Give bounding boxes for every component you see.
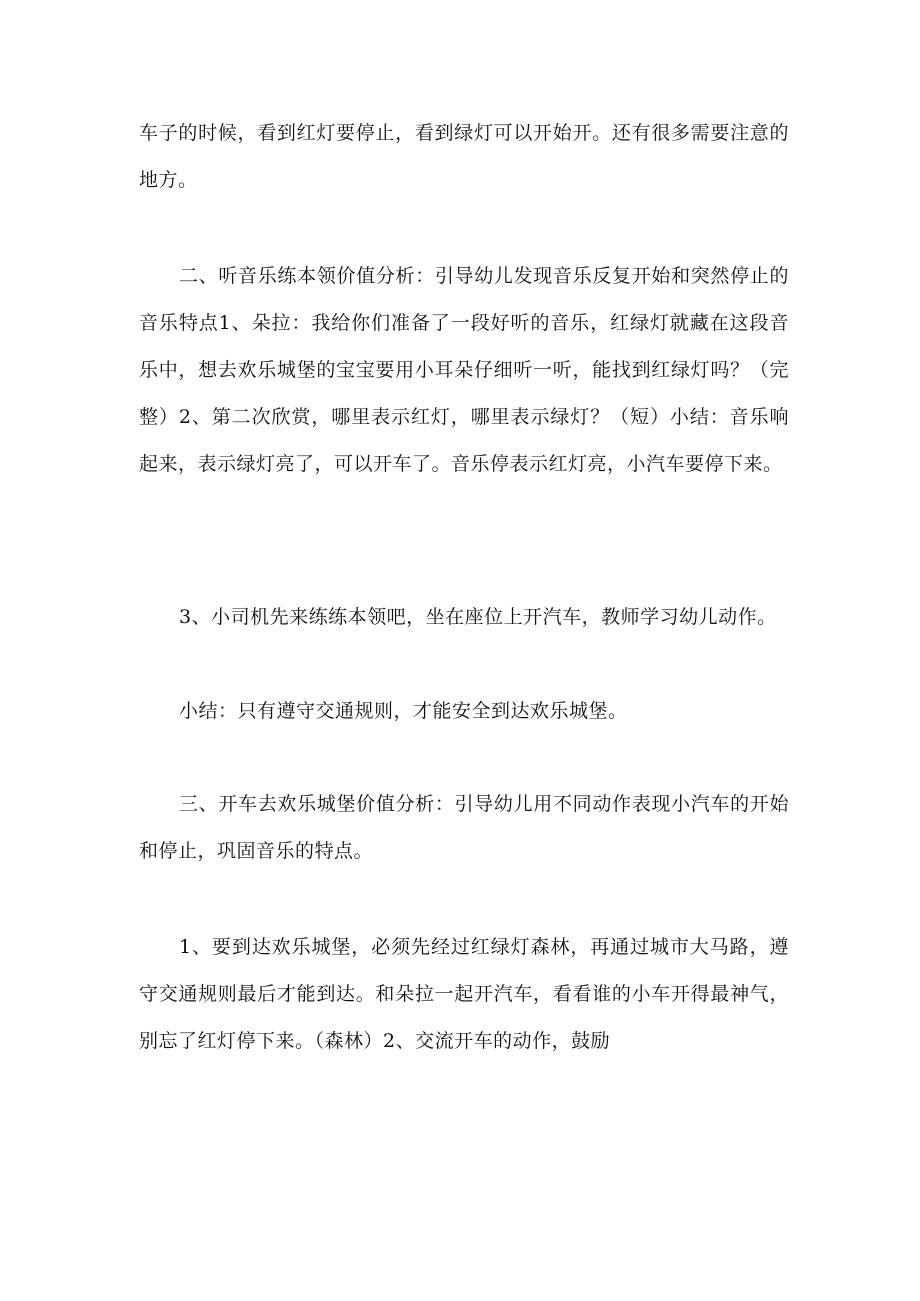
paragraph-text: 二、听音乐练本领价值分析：引导幼儿发现音乐反复开始和突然停止的音乐特点1、朵拉：我给你们准备了一段好听的音乐，红绿灯就藏在这段音乐中，想去欢乐城堡的宝宝要用小耳朵仔细听一听，能找到红绿灯吗？（完整）2、第二次欣赏，哪里表示红灯，哪里表示绿灯？（短）小结：音乐响起来，表示绿灯亮了，可以开车了。音乐停表示红灯亮，小汽车要停下来。: [139, 265, 789, 475]
paragraph-continuation: [139, 110, 789, 204]
paragraph-text: 三、开车去欢乐城堡价值分析：引导幼儿用不同动作表现小汽车的开始和停止，巩固音乐的特点。: [139, 793, 789, 862]
paragraph-text: 1、要到达欢乐城堡，必须先经过红绿灯森林，再通过城市大马路，遵守交通规则最后才能到达。和朵拉一起开汽车，看看谁的小车开得最神气，别忘了红灯停下来。（森林）2、交流开车的动作，鼓励: [139, 936, 789, 1052]
paragraph-summary: [139, 688, 789, 735]
paragraph-text: 小结：只有遵守交通规则，才能安全到达欢乐城堡。: [179, 700, 628, 722]
paragraph-step-one: [139, 924, 789, 1065]
paragraph-practice: [139, 594, 789, 641]
paragraph-text: 3、小司机先来练练本领吧，坐在座位上开汽车，教师学习幼儿动作。: [179, 606, 777, 628]
paragraph-section-two: [139, 253, 789, 488]
paragraph-section-three: [139, 781, 789, 875]
paragraph-text: 车子的时候，看到红灯要停止，看到绿灯可以开始开。还有很多需要注意的地方。: [139, 122, 789, 191]
